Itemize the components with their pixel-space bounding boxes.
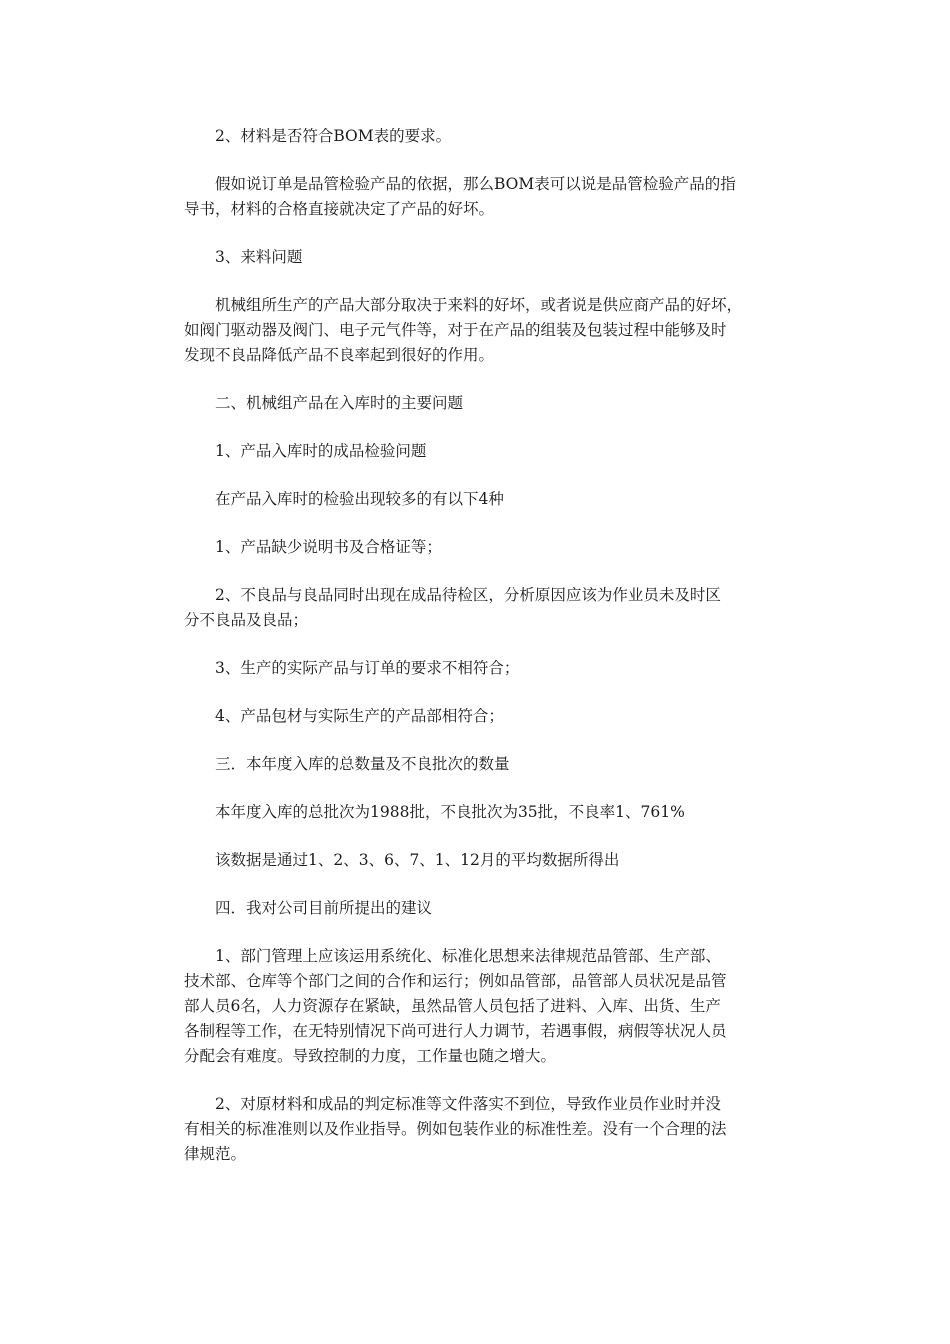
text-line: 发现不良品降低产品不良率起到很好的作用。 <box>184 346 495 364</box>
text-line: 导书，材料的合格直接就决定了产品的好坏。 <box>184 200 495 218</box>
text-line: 分不良品及良品； <box>184 611 309 629</box>
paragraph <box>184 391 774 416</box>
paragraph <box>184 439 774 464</box>
paragraph <box>184 800 774 825</box>
paragraph <box>184 245 774 270</box>
text-line: 分配会有难度。导致控制的力度，工作量也随之增大。 <box>184 1047 557 1065</box>
document-body <box>184 124 774 1190</box>
text-line: 律规范。 <box>184 1145 247 1163</box>
paragraph <box>184 656 774 681</box>
paragraph <box>184 704 774 729</box>
paragraph <box>184 172 774 222</box>
paragraph <box>184 848 774 873</box>
text-line: 2、对原材料和成品的判定标准等文件落实不到位，导致作业员作业时并没 <box>215 1095 721 1113</box>
text-line: 有相关的标准准则以及作业指导。例如包装作业的标准性差。没有一个合理的法 <box>184 1120 727 1138</box>
text-line: 部人员6名，人力资源存在紧缺，虽然品管人员包括了进料、入库、出货、生产 <box>184 997 721 1015</box>
paragraph <box>184 583 774 633</box>
text-line: 2、不良品与良品同时出现在成品待检区，分析原因应该为作业员未及时区 <box>215 586 721 604</box>
text-line: 该数据是通过1、2、3、6、7、1、12月的平均数据所得出 <box>215 851 620 869</box>
text-line: 1、产品缺少说明书及合格证等； <box>215 538 442 556</box>
text-line: 1、产品入库时的成品检验问题 <box>215 442 427 460</box>
text-line: 二、机械组产品在入库时的主要问题 <box>215 394 464 412</box>
paragraph <box>184 535 774 560</box>
paragraph <box>184 124 774 149</box>
paragraph <box>184 1092 774 1167</box>
paragraph <box>184 293 774 368</box>
text-line: 在产品入库时的检验出现较多的有以下4种 <box>215 490 504 508</box>
paragraph <box>184 896 774 921</box>
paragraph <box>184 944 774 1069</box>
paragraph <box>184 487 774 512</box>
text-line: 本年度入库的总批次为1988批，不良批次为35批，不良率1、761% <box>215 803 685 821</box>
text-line: 三．本年度入库的总数量及不良批次的数量 <box>215 755 510 773</box>
text-line: 机械组所生产的产品大部分取决于来料的好坏，或者说是供应商产品的好坏， <box>215 296 743 314</box>
text-line: 3、来料问题 <box>215 248 303 266</box>
text-line: 3、生产的实际产品与订单的要求不相符合； <box>215 659 520 677</box>
paragraph <box>184 752 774 777</box>
text-line: 各制程等工作，在无特别情况下尚可进行人力调节，若遇事假，病假等状况人员 <box>184 1022 727 1040</box>
text-line: 如阀门驱动器及阀门、电子元气件等，对于在产品的组装及包装过程中能够及时 <box>184 321 727 339</box>
text-line: 假如说订单是品管检验产品的依据，那么BOM表可以说是品管检验产品的指 <box>215 175 736 193</box>
text-line: 四．我对公司目前所提出的建议 <box>215 899 433 917</box>
text-line: 2、材料是否符合BOM表的要求。 <box>215 127 452 145</box>
text-line: 技术部、仓库等个部门之间的合作和运行；例如品管部，品管部人员状况是品管 <box>184 972 727 990</box>
text-line: 1、部门管理上应该运用系统化、标准化思想来法律规范品管部、生产部、 <box>215 947 721 965</box>
text-line: 4、产品包材与实际生产的产品部相符合； <box>215 707 504 725</box>
